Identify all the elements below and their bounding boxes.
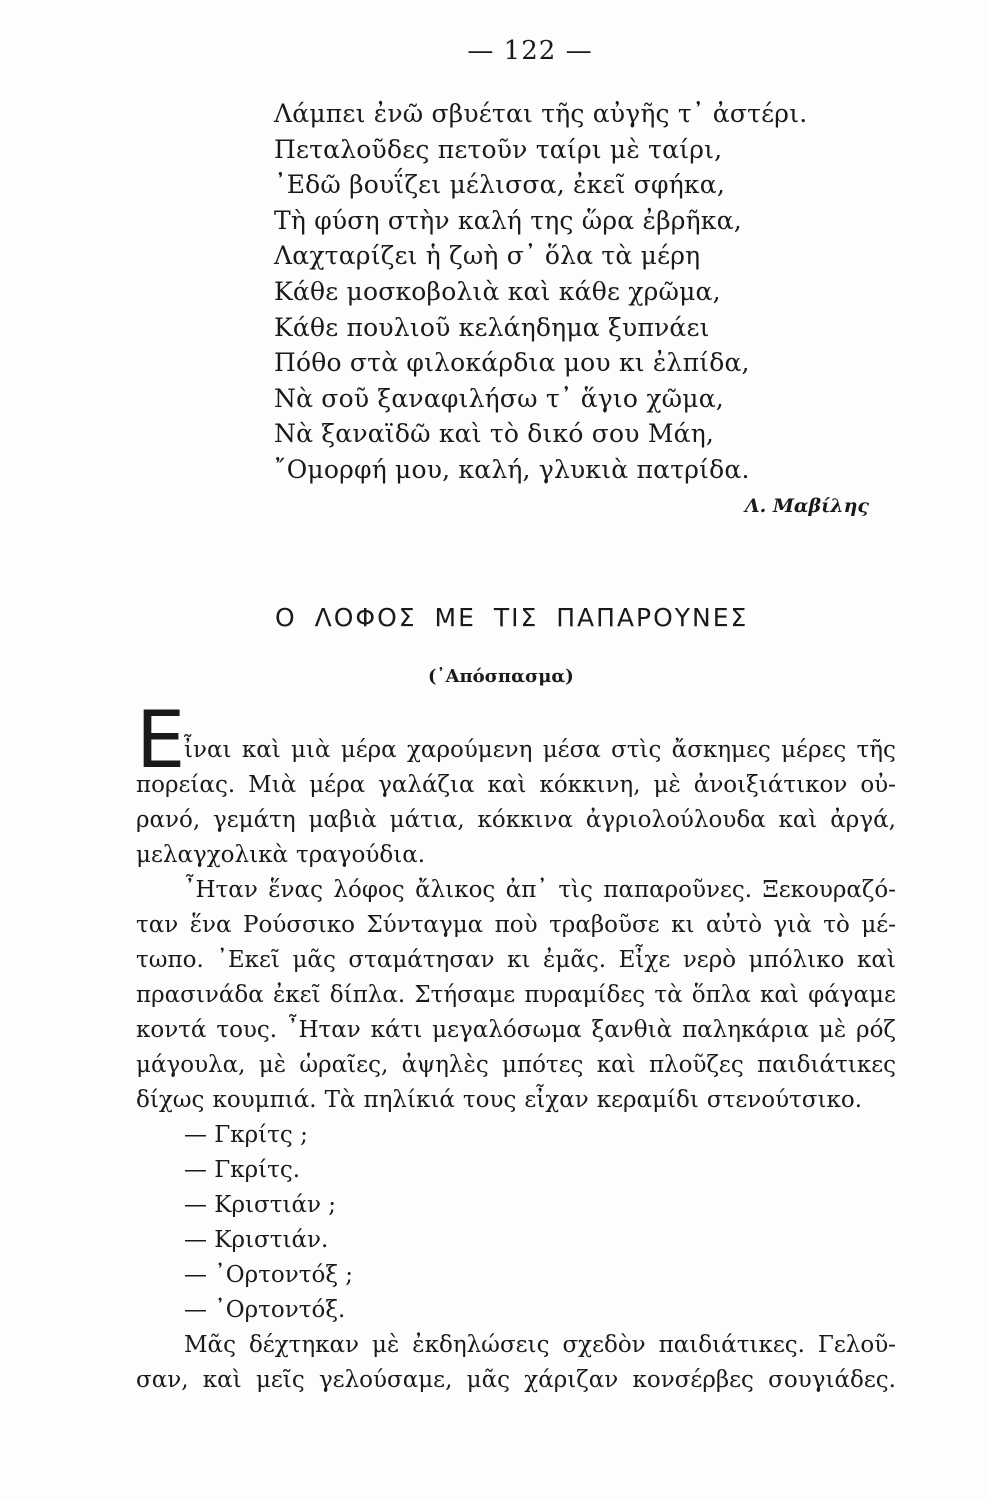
word: μέρες bbox=[781, 737, 847, 763]
word: κι bbox=[671, 912, 695, 938]
word: μάγουλα, bbox=[136, 1052, 246, 1078]
word: τὸ bbox=[823, 912, 850, 938]
word: Εἶχε bbox=[618, 947, 671, 973]
poem-line: Λάμπει ἐνῶ σβυέται τῆς αὐγῆς τ᾽ ἀστέρι. bbox=[274, 99, 808, 128]
word: ἀγριολούλουδα bbox=[585, 807, 766, 833]
poem-line: Πόθο στὰ φιλοκάρδια μου κι ἐλπίδα, bbox=[274, 348, 750, 378]
word: ἶναι bbox=[184, 737, 232, 763]
word: Σύνταγμα bbox=[366, 912, 484, 938]
word: τραγούδια. bbox=[296, 842, 426, 868]
prose-body bbox=[136, 696, 896, 1398]
poem-line: Πεταλοῦδες πετοῦν ταίρι μὲ ταίρι, bbox=[274, 134, 723, 164]
word: γεμάτη bbox=[213, 807, 296, 833]
word: καὶ bbox=[760, 982, 799, 1008]
page-number: — 122 — bbox=[467, 36, 593, 66]
prose-line bbox=[136, 978, 896, 1013]
word: πλοῦζες bbox=[648, 1052, 744, 1078]
word: δίπλα. bbox=[329, 982, 406, 1008]
word: πηλίκιά bbox=[363, 1087, 455, 1113]
word: πυραμίδες bbox=[524, 982, 646, 1008]
word: κάτι bbox=[370, 1017, 423, 1043]
word: τὶς bbox=[558, 877, 593, 903]
dialogue-line: — Κριστιάν. bbox=[184, 1227, 329, 1253]
word: Γελοῦ- bbox=[817, 1332, 896, 1358]
word: κόκκινα bbox=[477, 807, 574, 833]
word: μπόλικο bbox=[748, 947, 845, 973]
word: πορείας. bbox=[136, 772, 236, 798]
word: τῆς bbox=[856, 737, 896, 763]
word: κοντά bbox=[136, 1017, 207, 1043]
word: μεγαλόσωμα bbox=[432, 1017, 582, 1043]
word: Μιὰ bbox=[248, 772, 297, 798]
word: ἀνοιξιάτικον bbox=[693, 772, 848, 798]
word: μπότες bbox=[502, 1052, 584, 1078]
word: ἄσκημες bbox=[671, 737, 771, 763]
dialogue-line: — Κριστιάν ; bbox=[184, 1192, 337, 1218]
paragraph-2 bbox=[136, 873, 896, 1118]
word: νερὸ bbox=[682, 947, 737, 973]
word: τους bbox=[462, 1087, 517, 1113]
word: ρόζ bbox=[856, 1017, 896, 1043]
word: καὶ bbox=[596, 1052, 636, 1078]
prose-line bbox=[136, 803, 896, 838]
word: μὲ bbox=[372, 1332, 400, 1358]
dialogue-line: — Γκρίτς. bbox=[184, 1157, 301, 1183]
word: γαλάζια bbox=[378, 772, 475, 798]
word: μεῖς bbox=[255, 1367, 305, 1393]
word: μὲ bbox=[653, 772, 681, 798]
word: φάγαμε bbox=[808, 982, 896, 1008]
word: ὅπλα bbox=[691, 982, 751, 1008]
section-title: Ο ΛΟΦΟΣ ΜΕ ΤΙΣ ΠΑΠΑΡΟΥΝΕΣ bbox=[275, 603, 749, 632]
prose-line bbox=[136, 1328, 896, 1363]
word: παληκάρια bbox=[682, 1017, 809, 1043]
poem-line: Κάθε μοσκοβολιὰ καὶ κάθε χρῶμα, bbox=[274, 276, 721, 306]
word: ἐκεῖ bbox=[272, 982, 321, 1008]
prose-line bbox=[136, 1048, 896, 1083]
word: χάριζαν bbox=[524, 1367, 619, 1393]
word: κονσέρβες bbox=[632, 1367, 754, 1393]
word: ἐμᾶς. bbox=[543, 947, 607, 973]
word: μέσα bbox=[542, 737, 601, 763]
word: μᾶς bbox=[292, 947, 336, 973]
poem-line: Κάθε πουλιοῦ κελάηδημα ξυπνάει bbox=[274, 312, 710, 342]
prose-line bbox=[136, 1083, 896, 1118]
word: μιὰ bbox=[291, 737, 331, 763]
paragraph-3 bbox=[136, 1328, 896, 1398]
word: γιὰ bbox=[773, 912, 812, 938]
word: κι bbox=[507, 947, 531, 973]
word: λόφος bbox=[333, 877, 405, 903]
word: τραβοῦσε bbox=[549, 912, 660, 938]
dialogue bbox=[136, 1118, 896, 1328]
word: κουμπιά. bbox=[212, 1087, 317, 1113]
word: καὶ bbox=[202, 1367, 242, 1393]
word: παιδιάτικες bbox=[757, 1052, 896, 1078]
poem-line: ῎Ομορφή μου, καλή, γλυκιὰ πατρίδα. bbox=[274, 454, 750, 484]
word: δίχως bbox=[136, 1087, 205, 1113]
prose-line bbox=[136, 733, 896, 768]
word: ρανό, bbox=[136, 807, 201, 833]
prose-line bbox=[136, 1363, 896, 1398]
word: παιδιάτικες. bbox=[658, 1332, 805, 1358]
word: ἀψηλὲς bbox=[401, 1052, 489, 1078]
word: κεραμίδι bbox=[596, 1087, 699, 1113]
word: δέχτηκαν bbox=[248, 1332, 360, 1358]
dialogue-line: — ᾽Ορτοντόξ ; bbox=[184, 1262, 354, 1288]
word: μελαγχολικὰ bbox=[136, 842, 289, 868]
word: τὰ bbox=[654, 982, 683, 1008]
word: ξανθιὰ bbox=[591, 1017, 673, 1043]
word: Ρούσσικο bbox=[243, 912, 355, 938]
word: ῏Ηταν bbox=[184, 877, 258, 903]
poem-signature: Λ. Μαβίλης bbox=[744, 495, 869, 517]
poem-line: Νὰ σοῦ ξαναφιλήσω τ᾽ ἅγιο χῶμα, bbox=[274, 383, 724, 413]
dialogue-line: — Γκρίτς ; bbox=[184, 1122, 308, 1148]
word: μέ- bbox=[861, 912, 896, 938]
word: ὡραῖες, bbox=[299, 1052, 389, 1078]
word: ἐκδηλώσεις bbox=[412, 1332, 550, 1358]
word: μέρα bbox=[340, 737, 397, 763]
word: αὐτὸ bbox=[705, 912, 763, 938]
word: ἕνας bbox=[268, 877, 323, 903]
word: γελούσαμε, bbox=[318, 1367, 453, 1393]
word: σαν, bbox=[136, 1367, 189, 1393]
dialogue-line: — ᾽Ορτοντόξ. bbox=[184, 1297, 346, 1323]
poem-line: Νὰ ξαναϊδῶ καὶ τὸ δικό σου Μάη, bbox=[274, 419, 715, 449]
word: καὶ bbox=[778, 807, 818, 833]
word: σχεδὸν bbox=[562, 1332, 646, 1358]
word: πρασινάδα bbox=[136, 982, 264, 1008]
word: εἶχαν bbox=[524, 1087, 589, 1113]
poem-line: Λαχταρίζει ἡ ζωὴ σ᾽ ὅλα τὰ μέρη bbox=[274, 241, 701, 271]
word: μαβιὰ bbox=[308, 807, 377, 833]
word: χαρούμενη bbox=[406, 737, 533, 763]
prose-line bbox=[136, 908, 896, 943]
word: ἀργά, bbox=[830, 807, 896, 833]
word: ἄλικος bbox=[415, 877, 496, 903]
word: ῏Ηταν bbox=[286, 1017, 361, 1043]
word: καὶ bbox=[487, 772, 527, 798]
word: μὲ bbox=[818, 1017, 847, 1043]
paragraph-1 bbox=[136, 733, 896, 873]
word: μὲ bbox=[258, 1052, 287, 1078]
word: μέρα bbox=[309, 772, 366, 798]
drop-cap: Ε bbox=[136, 696, 186, 786]
word: στενούτσικο. bbox=[706, 1087, 863, 1113]
prose-line bbox=[136, 768, 896, 803]
word: οὐ- bbox=[860, 772, 896, 798]
word: Μᾶς bbox=[184, 1332, 236, 1358]
poem bbox=[274, 96, 914, 488]
word: Τὰ bbox=[324, 1087, 356, 1113]
word: ἀπ᾽ bbox=[505, 877, 548, 903]
poem-line: Τὴ φύση στὴν καλή της ὥρα ἐβρῆκα, bbox=[274, 205, 742, 235]
word: ἕνα bbox=[189, 912, 232, 938]
poem-line: ᾽Εδῶ βουΐζει μέλισσα, ἐκεῖ σφήκα, bbox=[274, 170, 725, 200]
word: σταμάτησαν bbox=[348, 947, 495, 973]
word: ποὺ bbox=[494, 912, 538, 938]
word: κόκκινη, bbox=[539, 772, 641, 798]
word: καὶ bbox=[241, 737, 281, 763]
prose-line bbox=[136, 943, 896, 978]
word: καὶ bbox=[856, 947, 896, 973]
prose-line bbox=[136, 838, 896, 873]
prose-line bbox=[136, 873, 896, 908]
word: στὶς bbox=[611, 737, 662, 763]
prose-line bbox=[136, 1013, 896, 1048]
word: Ξεκουραζό- bbox=[762, 877, 896, 903]
word: ταν bbox=[136, 912, 179, 938]
word: τους. bbox=[216, 1017, 278, 1043]
word: τωπο. bbox=[136, 947, 204, 973]
word: μάτια, bbox=[389, 807, 465, 833]
word: παπαροῦνες. bbox=[603, 877, 753, 903]
word: ᾽Εκεῖ bbox=[216, 947, 280, 973]
word: σουγιάδες. bbox=[768, 1367, 896, 1393]
word: μᾶς bbox=[466, 1367, 511, 1393]
section-subtitle: (᾽Απόσπασμα) bbox=[428, 666, 574, 687]
word: Στήσαμε bbox=[414, 982, 516, 1008]
